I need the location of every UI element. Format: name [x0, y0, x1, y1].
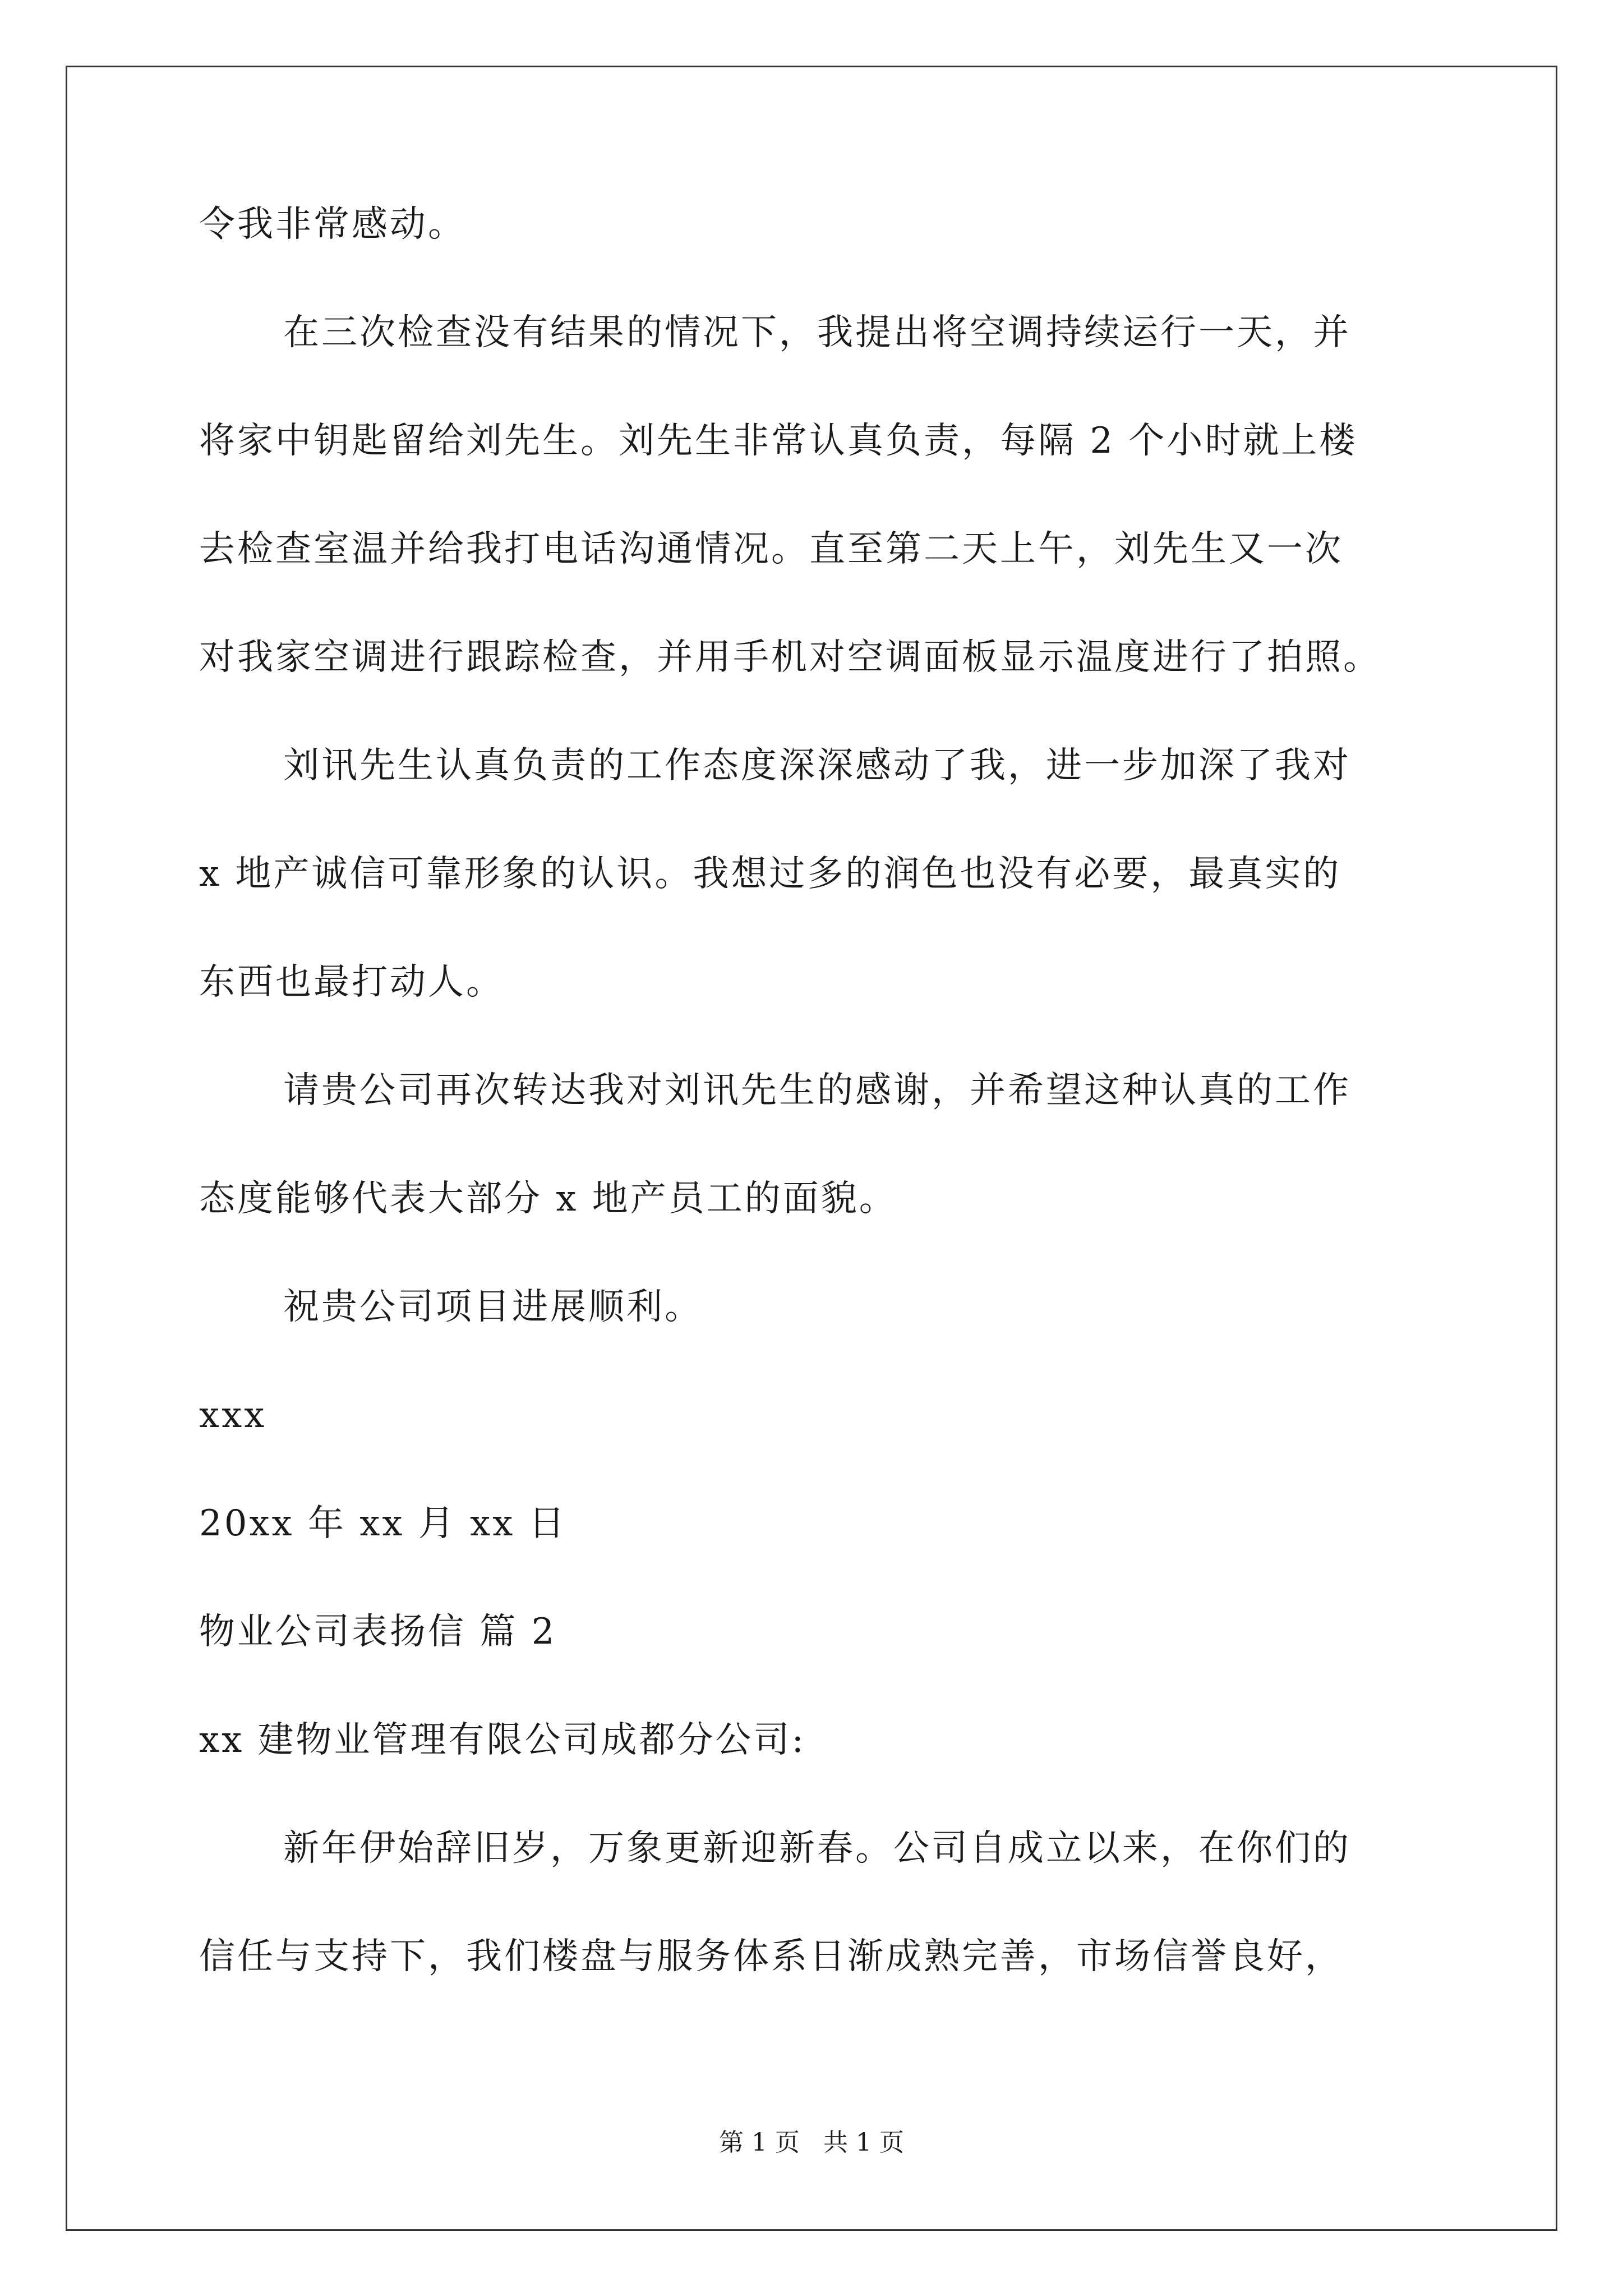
page-total: 共 1 页 — [823, 2128, 904, 2157]
paragraph-start: 请贵公司再次转达我对刘讯先生的感谢，并希望这种认真的工作 — [283, 1070, 1351, 1111]
paragraph-start: 新年伊始辞旧岁，万象更新迎新春。公司自成立以来，在你们的 — [283, 1828, 1351, 1869]
paragraph-start: 在三次检查没有结果的情况下，我提出将空调持续运行一天，并 — [283, 312, 1351, 353]
text-line: 令我非常感动。 — [199, 204, 466, 245]
page-number: 第 1 页 — [719, 2128, 800, 2157]
text-line: 去检查室温并给我打电话沟通情况。直至第二天上午，刘先生又一次 — [199, 528, 1343, 570]
date-line: 20xx 年 xx 月 xx 日 — [199, 1503, 567, 1544]
text-line: 东西也最打动人。 — [199, 961, 504, 1003]
section-title: 物业公司表扬信 篇 2 — [199, 1611, 557, 1653]
text-line: x 地产诚信可靠形象的认识。我想过多的润色也没有必要，最真实的 — [199, 853, 1341, 895]
text-line: 态度能够代表大部分 x 地产员工的面貌。 — [199, 1178, 897, 1220]
paragraph-start: 祝贵公司项目进展顺利。 — [283, 1286, 703, 1328]
text-line: 对我家空调进行跟踪检查，并用手机对空调面板显示温度进行了拍照。 — [199, 637, 1381, 678]
text-line: 信任与支持下，我们楼盘与服务体系日渐成熟完善，市场信誉良好， — [199, 1936, 1343, 1977]
paragraph-start: 刘讯先生认真负责的工作态度深深感动了我，进一步加深了我对 — [283, 745, 1351, 786]
page-footer — [0, 2127, 1623, 2159]
salutation: xx 建物业管理有限公司成都分公司: — [199, 1719, 806, 1761]
page-border — [66, 66, 1557, 2231]
signature: xxx — [199, 1395, 267, 1436]
text-line: 将家中钥匙留给刘先生。刘先生非常认真负责，每隔 2 个小时就上楼 — [199, 420, 1358, 462]
